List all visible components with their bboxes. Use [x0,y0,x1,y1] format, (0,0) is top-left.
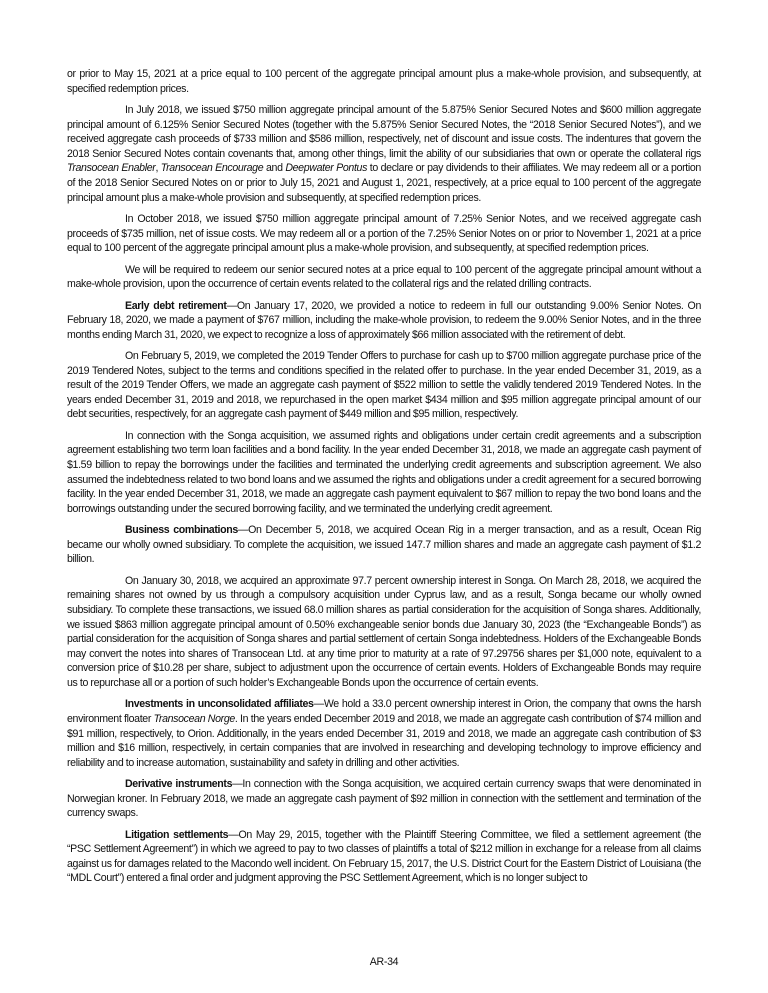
paragraph-heading: Early debt retirement [125,299,227,312]
document-body [67,67,701,893]
paragraph [67,67,701,96]
paragraph-heading: Litigation settlements [125,828,229,841]
paragraph-text: On February 5, 2019, we completed the 2019 Tender Offers to purchase for cash up to $700 million aggregate purchase price of the 2019 Tendered Notes, subject to the terms and conditions specified in the related offer to purchase. In the year ended December 31, 2019, as a result of the 2019 Tender Offers, we made an aggregate cash payment of $522 million to settle the validly tendered 2019 Tendered Notes. In the years ended December 31, 2019 and 2018, we repurchased in the open market $434 million and $95 million aggregate principal amount of our debt securities, respectively, for an aggregate cash payment of $449 million and $95 million, respectively. [67,350,701,421]
paragraph-text: We will be required to redeem our senior secured notes at a price equal to 100 percent of the aggregate principal amount without a make-whole provision, upon the occurrence of certain events related to the collateral rigs and the related drilling contracts. [67,263,701,291]
paragraph [67,299,701,343]
paragraph-text: In July 2018, we issued $750 million aggregate principal amount of the 5.875% Senior Secured Notes and $600 million aggregate principal amount of 6.125% Senior Secured Notes (together with the 5.875% Senior Secured Notes, the “2018 Senior Secured Notes”), and we received aggregate cash proceeds of $733 million and $586 million, respectively, net of discount and issue costs. The indentures that govern the 2018 Senior Secured Notes contain covenants that, among other things, limit the ability of our subsidiaries that own or operate the collateral rigs [67,103,701,160]
paragraph-text: —On January 17, 2020, we provided a notice to redeem in full our outstanding 9.00% Senior Notes. On February 18, 2020, we made a payment of $767 million, including the make-whole provision, to redeem the 9.00% Senior Notes, and in the three months ending March 31, 2020, we expect to recognize a loss of approximately $66 million associated with the retirement of debt. [67,299,701,341]
paragraph [67,212,701,256]
paragraph-text: —On December 5, 2018, we acquired Ocean Rig in a merger transaction, and as a result, Ocean Rig became our wholly owned subsidiary. To complete the acquisition, we issued 147.7 million shares and made an aggregate cash payment of $1.2 billion. [67,524,701,566]
paragraph [67,429,701,517]
paragraph [67,777,701,821]
paragraph-text: —We hold a 33.0 percent ownership interest in Orion, the company that owns the harsh environment floater [67,698,701,725]
paragraph-heading: Business combinations [125,524,238,537]
paragraph-text: and [263,162,286,175]
paragraph [67,828,701,886]
italic-term: Transocean Norge [153,712,235,725]
paragraph-text: —On May 29, 2015, together with the Plaintiff Steering Committee, we filed a settlement agreement (the “PSC Settlement Agreement”) in which we agreed to pay to two classes of plaintiffs a total of $212 million in exchange for a release from all claims against us for damages related to the Macondo well incident. On February 15, 2017, the U.S. District Court for the Eastern District of Louisiana (the “MDL Court”) entered a final order and judgment approving the PSC Settlement Agreement, which is no longer subject to [67,828,701,885]
paragraph-text: , [155,162,161,175]
paragraph-text: —In connection with the Songa acquisition, we acquired certain currency swaps that were denominated in Norwegian kroner. In February 2018, we made an aggregate cash payment of $92 million in connection with the settlement and termination of the currency swaps. [67,778,701,820]
paragraph [67,349,701,422]
italic-term: Transocean Enabler [67,162,156,175]
paragraph-text: or prior to May 15, 2021 at a price equal to 100 percent of the aggregate principal amount plus a make-whole provision, and subsequently, at specified redemption prices. [67,68,701,95]
paragraph [67,697,701,770]
page-number: AR-34 [369,956,399,968]
paragraph [67,574,701,691]
italic-term: Transocean Encourage [160,162,264,175]
paragraph-text: to declare or pay dividends to their affiliates. We may redeem all or a portion of the 2018 Senior Secured Notes on or prior to July 15, 2021 and August 1, 2021, respectively, at a price equal to 100 percent of the aggregate principal amount plus a make-whole provision and subsequently, at specified redemption prices. [67,162,701,204]
paragraph-heading: Investments in unconsolidated affiliates [125,698,314,711]
paragraph [67,103,701,205]
paragraph-text: On January 30, 2018, we acquired an approximate 97.7 percent ownership interest in Songa. On March 28, 2018, we acquired the remaining shares not owned by us through a compulsory acquisition under Cyprus law, and as a result, Songa became our wholly owned subsidiary. To complete these transactions, we issued 68.0 million shares as partial consideration for the acquisition of Songa shares. Additionally, we issued $863 million aggregate principal amount of 0.50% exchangeable senior bonds due January 30, 2023 (the “Exchangeable Bonds”) as partial consideration for the acquisition of Songa shares and partial settlement of certain Songa indebtedness. Holders of the Exchangeable Bonds may convert the notes into shares of Transocean Ltd. at any time prior to maturity at a rate of 97.29756 shares per $1,000 note, equivalent to a conversion price of $10.28 per share, subject to adjustment upon the occurrence of certain events. Holders of Exchangeable Bonds may require us to repurchase all or a portion of such holder’s Exchangeable Bonds upon the occurrence of certain events. [67,574,701,689]
paragraph-text: In October 2018, we issued $750 million aggregate principal amount of 7.25% Senior Notes, and we received aggregate cash proceeds of $735 million, net of issue costs. We may redeem all or a portion of the 7.25% Senior Notes on or prior to November 1, 2021 at a price equal to 100 percent of the aggregate principal amount plus a make-whole provision, and subsequently, at specified redemption prices. [67,212,701,255]
paragraph-text: . In the years ended December 2019 and 2018, we made an aggregate cash contribution of $74 million and $91 million, respectively, to Orion. Additionally, in the years ended December 31, 2019 and 2018, we made an aggregate cash contribution of $3 million and $16 million, respectively, in certain companies that are involved in researching and developing technology to improve efficiency and reliability and to increase automation, sustainability and safety in drilling and other activities. [67,712,702,769]
paragraph [67,263,701,292]
italic-term: Deepwater Pontus [285,162,368,175]
paragraph [67,523,701,567]
paragraph-heading: Derivative instruments [125,778,233,791]
paragraph-text: In connection with the Songa acquisition, we assumed rights and obligations under certain credit agreements and a subscription agreement establishing two term loan facilities and a bond facility. In the year ended December 31, 2018, we made an aggregate cash payment of $1.59 billion to repay the borrowings under the facilities and terminated the underlying credit agreements and subscription agreement. We also assumed the indebtedness related to two bond loans and we assumed the rights and obligations under a credit agreement for a secured borrowing facility. In the year ended December 31, 2018, we made an aggregate cash payment equivalent to $67 million to repay the two bond loans and the borrowings outstanding under the secured borrowing facility, and we terminated the underlying credit agreement. [67,429,701,515]
